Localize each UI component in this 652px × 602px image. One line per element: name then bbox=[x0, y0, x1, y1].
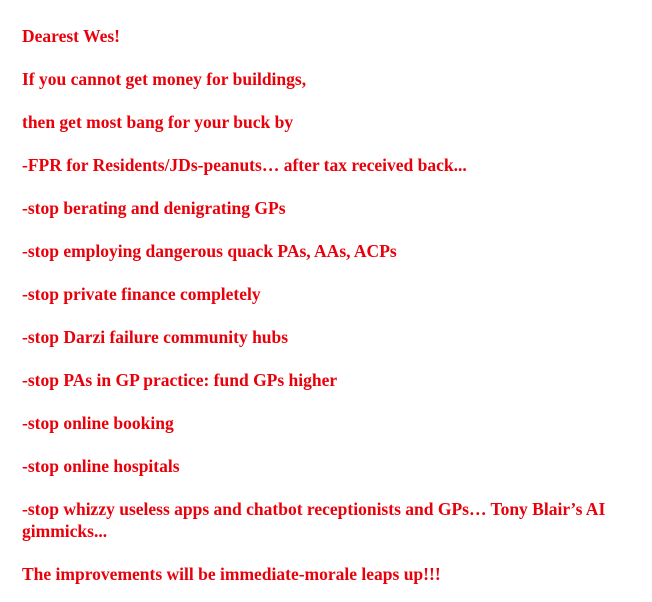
intro-line-2: then get most bang for your buck by bbox=[22, 112, 294, 132]
list-item-quack-pas: -stop employing dangerous quack PAs, AAs, ACPs bbox=[22, 241, 397, 261]
list-item-darzi-hubs: -stop Darzi failure community hubs bbox=[22, 327, 289, 347]
list-item-online-hospitals: -stop online hospitals bbox=[22, 456, 180, 476]
list-item-pas-gp: -stop PAs in GP practice: fund GPs higher bbox=[22, 370, 338, 390]
greeting-line: Dearest Wes! bbox=[22, 26, 121, 46]
list-item-apps-chatbots: -stop whizzy useless apps and chatbot receptionists and GPs… Tony Blair’s AI gimmicks... bbox=[22, 499, 606, 541]
list-item-private-finance: -stop private finance completely bbox=[22, 284, 261, 304]
list-item-fpr: -FPR for Residents/JDs-peanuts… after tax received back... bbox=[22, 155, 467, 175]
list-item-berating: -stop berating and denigrating GPs bbox=[22, 198, 286, 218]
list-item-online-booking: -stop online booking bbox=[22, 413, 174, 433]
intro-line-1: If you cannot get money for buildings, bbox=[22, 69, 307, 89]
closing-line: The improvements will be immediate-morale leaps up!!! bbox=[22, 564, 441, 584]
letter-document bbox=[22, 25, 650, 585]
